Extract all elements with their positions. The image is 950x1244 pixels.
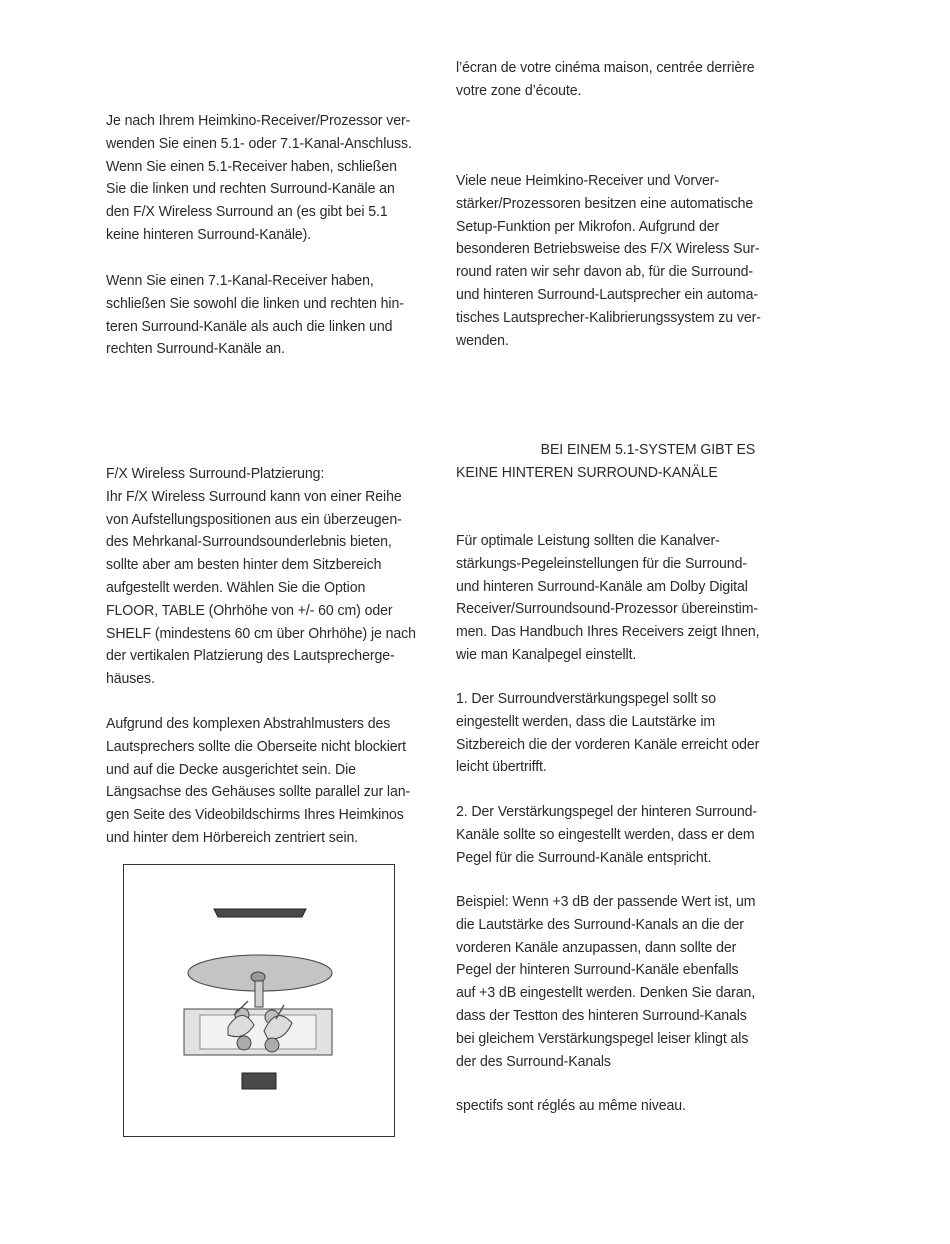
text-line: 1. Der Surroundverstärkungspegel sollt so — [456, 690, 716, 707]
text-line: wenden Sie einen 5.1- oder 7.1-Kanal-Anschluss. — [106, 134, 412, 152]
text-line: schließen Sie sowohl die linken und rechten hin- — [106, 294, 404, 312]
text-line: besonderen Betriebsweise des F/X Wireless Sur- — [456, 240, 760, 258]
text-line: und auf die Decke ausgerichtet sein. Die — [106, 760, 356, 778]
text-line: der vertikalen Platzierung des Lautsprecherge- — [106, 647, 395, 665]
paragraph-receiver-connection — [106, 110, 427, 247]
paragraph-placement — [106, 463, 427, 691]
text-line: sollte aber am besten hinter dem Sitzbereich — [106, 556, 382, 574]
text-line: spectifs sont réglés au même niveau. — [456, 1097, 686, 1114]
text-line: Setup-Funktion per Mikrofon. Aufgrund der — [456, 217, 720, 235]
text-line: des Mehrkanal-Surroundsounderlebnis bieten, — [106, 533, 392, 551]
paragraph-auto-setup — [456, 170, 777, 352]
text-line: votre zone d’écoute. — [456, 81, 582, 99]
text-line: den F/X Wireless Surround an (es gibt bei 5.1 — [106, 203, 388, 221]
text-line: Sitzbereich die der vorderen Kanäle erreicht oder — [456, 735, 760, 753]
text-line: auf +3 dB eingestellt werden. Denken Sie daran, — [456, 984, 756, 1002]
text-line: Beispiel: Wenn +3 dB der passende Wert ist, um — [456, 893, 756, 910]
note-line: KEINE HINTEREN SURROUND-KANÄLE — [456, 463, 718, 481]
text-line: SHELF (mindestens 60 cm über Ohrhöhe) je nach — [106, 624, 416, 642]
note-line: BEI EINEM 5.1-SYSTEM GIBT ES — [540, 441, 756, 458]
placement-diagram — [123, 864, 395, 1137]
text-line: der des Surround-Kanals — [456, 1052, 611, 1070]
tv-screen-shape — [214, 909, 306, 917]
text-line: aufgestellt werden. Wählen Sie die Option — [106, 578, 366, 596]
text-line: Pegel für die Surround-Kanäle entspricht. — [456, 848, 712, 866]
text-line: teren Surround-Kanäle als auch die linken und — [106, 317, 393, 335]
text-line: 2. Der Verstärkungspegel der hinteren Surround- — [456, 803, 758, 820]
text-line: men. Das Handbuch Ihres Receivers zeigt Ihnen, — [456, 623, 760, 641]
text-line: Sie die linken und rechten Surround-Kanäle an — [106, 180, 395, 198]
text-line: rechten Surround-Kanäle an. — [106, 340, 285, 358]
text-line: l’écran de votre cinéma maison, centrée derrière — [456, 59, 755, 76]
paragraph-step-2 — [456, 801, 777, 869]
text-line: und hinter dem Hörbereich zentriert sein. — [106, 828, 359, 846]
text-line: Pegel der hinteren Surround-Kanäle ebenfalls — [456, 961, 739, 979]
text-line: gen Seite des Videobildschirms Ihres Heimkinos — [106, 806, 404, 824]
text-line: Viele neue Heimkino-Receiver und Vorver- — [456, 172, 719, 189]
text-line: keine hinteren Surround-Kanäle). — [106, 225, 312, 243]
text-line: Wenn Sie einen 7.1-Kanal-Receiver haben, — [106, 272, 374, 289]
paragraph-step-1 — [456, 688, 777, 779]
text-line: round raten wir sehr davon ab, für die Surround- — [456, 263, 754, 281]
paragraph-7-1-receiver — [106, 270, 427, 361]
text-line: Receiver/Surroundsound-Prozessor übereinstim- — [456, 600, 758, 618]
text-line: Lautsprechers sollte die Oberseite nicht blockiert — [106, 737, 406, 755]
text-line: dass der Testton des hinteren Surround-Kanals — [456, 1006, 747, 1024]
text-line: Für optimale Leistung sollten die Kanalver- — [456, 532, 720, 549]
text-line: Ihr F/X Wireless Surround kann von einer Reihe — [106, 487, 402, 505]
text-line: stärker/Prozessoren besitzen eine automatische — [456, 194, 754, 212]
text-line: leicht übertrifft. — [456, 758, 547, 776]
text-line: wie man Kanalpegel einstellt. — [456, 645, 637, 663]
text-line: Aufgrund des komplexen Abstrahlmusters des — [106, 715, 391, 732]
text-line: und hinteren Surround-Lautsprecher ein automa- — [456, 285, 758, 303]
paragraph-french-fragment — [456, 57, 777, 103]
text-line: die Lautstärke des Surround-Kanals an die der — [456, 915, 744, 933]
text-line: und hinteren Surround-Kanäle am Dolby Digital — [456, 577, 748, 595]
surround-speaker-shape — [242, 1073, 276, 1089]
paragraph-example — [456, 891, 777, 1073]
text-line: bei gleichem Verstärkungspegel leiser klingt als — [456, 1029, 749, 1047]
text-line: stärkungs-Pegeleinstellungen für die Surround- — [456, 554, 747, 572]
text-line: Längsachse des Gehäuses sollte parallel zur lan- — [106, 783, 411, 801]
text-line: tisches Lautsprecher-Kalibrierungssystem zu ver- — [456, 308, 761, 326]
text-line: eingestellt werden, dass die Lautstärke im — [456, 712, 716, 730]
paragraph-radiation-pattern — [106, 713, 427, 850]
note-5-1-system — [456, 439, 777, 485]
text-line: vorderen Kanäle anzupassen, dann sollte der — [456, 938, 737, 956]
text-line: von Aufstellungspositionen aus ein überzeugen- — [106, 510, 402, 528]
placement-heading: F/X Wireless Surround-Platzierung: — [106, 465, 325, 482]
text-line: Je nach Ihrem Heimkino-Receiver/Prozessor ver- — [106, 112, 411, 129]
text-line: wenden. — [456, 331, 509, 349]
sofa-seat-shape — [200, 1015, 316, 1049]
text-line: häuses. — [106, 670, 155, 688]
text-line: Kanäle sollte so eingestellt werden, dass er dem — [456, 825, 755, 843]
placement-diagram-svg — [124, 865, 396, 1138]
paragraph-channel-levels — [456, 530, 777, 667]
text-line: Wenn Sie einen 5.1-Receiver haben, schließen — [106, 157, 397, 175]
text-line: FLOOR, TABLE (Ohrhöhe von +/- 60 cm) oder — [106, 601, 393, 619]
paragraph-french-tail — [456, 1095, 777, 1118]
